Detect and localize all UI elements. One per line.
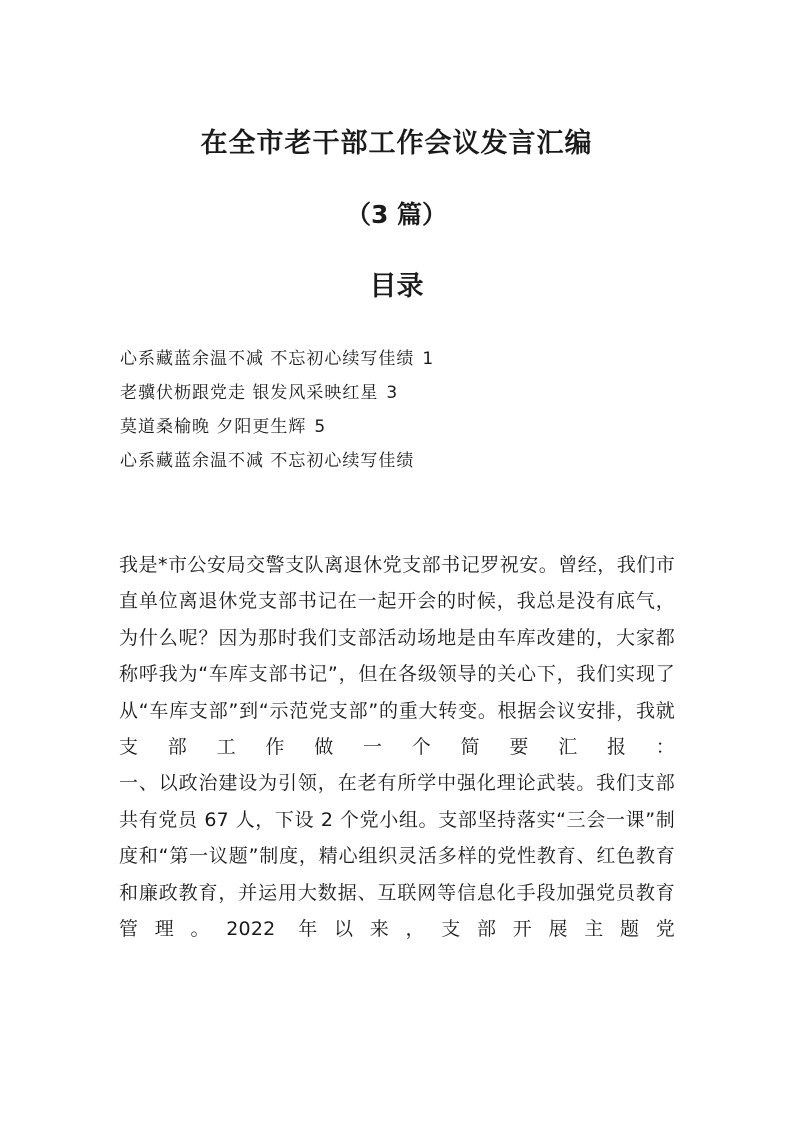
document-subtitle: （3 篇） — [345, 200, 448, 229]
table-of-contents — [120, 342, 434, 478]
toc-heading: 目录 — [369, 271, 424, 302]
toc-entry-page: 3 — [386, 383, 399, 403]
toc-entry-title: 心系藏蓝余温不减 不忘初心续写佳绩 — [120, 349, 415, 369]
toc-entry[interactable] — [120, 376, 434, 410]
section-heading — [120, 444, 434, 478]
toc-entry-page: 1 — [422, 349, 435, 369]
document-title: 在全市老干部工作会议发言汇编 — [200, 128, 593, 159]
toc-entry[interactable] — [120, 342, 434, 376]
toc-entry-title: 莫道桑榆晚 夕阳更生辉 — [120, 417, 307, 437]
toc-entry-title: 老骥伏枥跟党走 银发风采映红星 — [120, 383, 379, 403]
toc-entry-title: 心系藏蓝余温不减 不忘初心续写佳绩 — [120, 451, 415, 471]
body-text — [119, 547, 675, 947]
body-paragraph: 一、以政治建设为引领，在老有所学中强化理论武装。我们支部共有党员 67 人，下设 2 个党小组。支部坚持落实“三会一课”制度和“第一议题”制度，精心组织灵活多样的党性教育、红色教育和廉政教育，并运用大数据、互联网等信息化手段加强党员教育管理。2022 年以来，支部开展主题党 — [119, 772, 675, 941]
toc-entry[interactable] — [120, 410, 434, 444]
toc-entry-page: 5 — [314, 417, 327, 437]
body-paragraph: 我是*市公安局交警支队离退休党支部书记罗祝安。曾经，我们市直单位离退休党支部书记在一起开会的时候，我总是没有底气，为什么呢？因为那时我们支部活动场地是由车库改建的，大家都称呼我为“车库支部书记”，但在各级领导的关心下，我们实现了从“车库支部”到“示范党支部”的重大转变。根据会议安排，我就支部工作做一个简要汇报： — [119, 554, 675, 759]
